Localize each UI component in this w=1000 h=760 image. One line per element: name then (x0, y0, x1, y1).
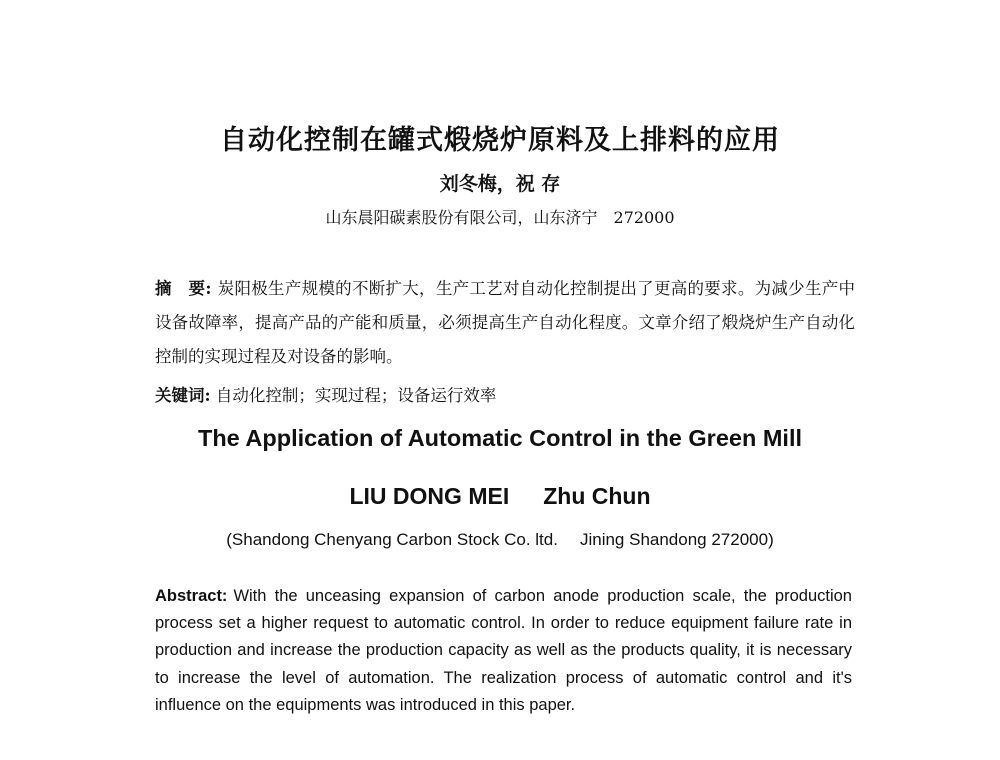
chinese-abstract (155, 272, 855, 374)
english-abstract-text: With the unceasing expansion of carbon anode production scale, the production process set a higher request to automatic control. In order to reduce equipment failure rate in production and increase the production capacity as well as the products quality, it is necessary to increase the level of automation. The realization process of automatic control and it's influence on the equipments was introduced in this paper. (155, 587, 852, 714)
english-authors (0, 483, 1000, 510)
english-affiliation (0, 530, 1000, 550)
chinese-affiliation: 山东晨阳碳素股份有限公司，山东济宁 272000 (325, 208, 675, 227)
english-abstract-label: Abstract: (155, 587, 228, 605)
english-title: The Application of Automatic Control in the Green Mill (197, 425, 803, 451)
english-author-1: LIU DONG MEI (349, 483, 510, 509)
chinese-keywords-text: 自动化控制；实现过程；设备运行效率 (215, 386, 497, 405)
chinese-authors: 刘冬梅，祝 存 (439, 173, 561, 195)
chinese-keywords (155, 382, 855, 406)
english-author-2: Zhu Chun (543, 483, 651, 509)
chinese-abstract-text: 炭阳极生产规模的不断扩大，生产工艺对自动化控制提出了更高的要求。为减少生产中设备故障率，提高产品的产能和质量，必须提高生产自动化程度。文章介绍了煅烧炉生产自动化控制的实现过程及对设备的影响。 (155, 279, 856, 366)
chinese-abstract-label: 摘 要: (155, 279, 212, 298)
chinese-keywords-label: 关键词: (155, 386, 211, 405)
english-affiliation-location: Jining Shandong 272000) (579, 530, 774, 549)
chinese-title: 自动化控制在罐式煅烧炉原料及上排料的应用 (220, 125, 780, 156)
english-abstract (155, 583, 852, 719)
english-affiliation-org: (Shandong Chenyang Carbon Stock Co. ltd. (226, 530, 558, 549)
